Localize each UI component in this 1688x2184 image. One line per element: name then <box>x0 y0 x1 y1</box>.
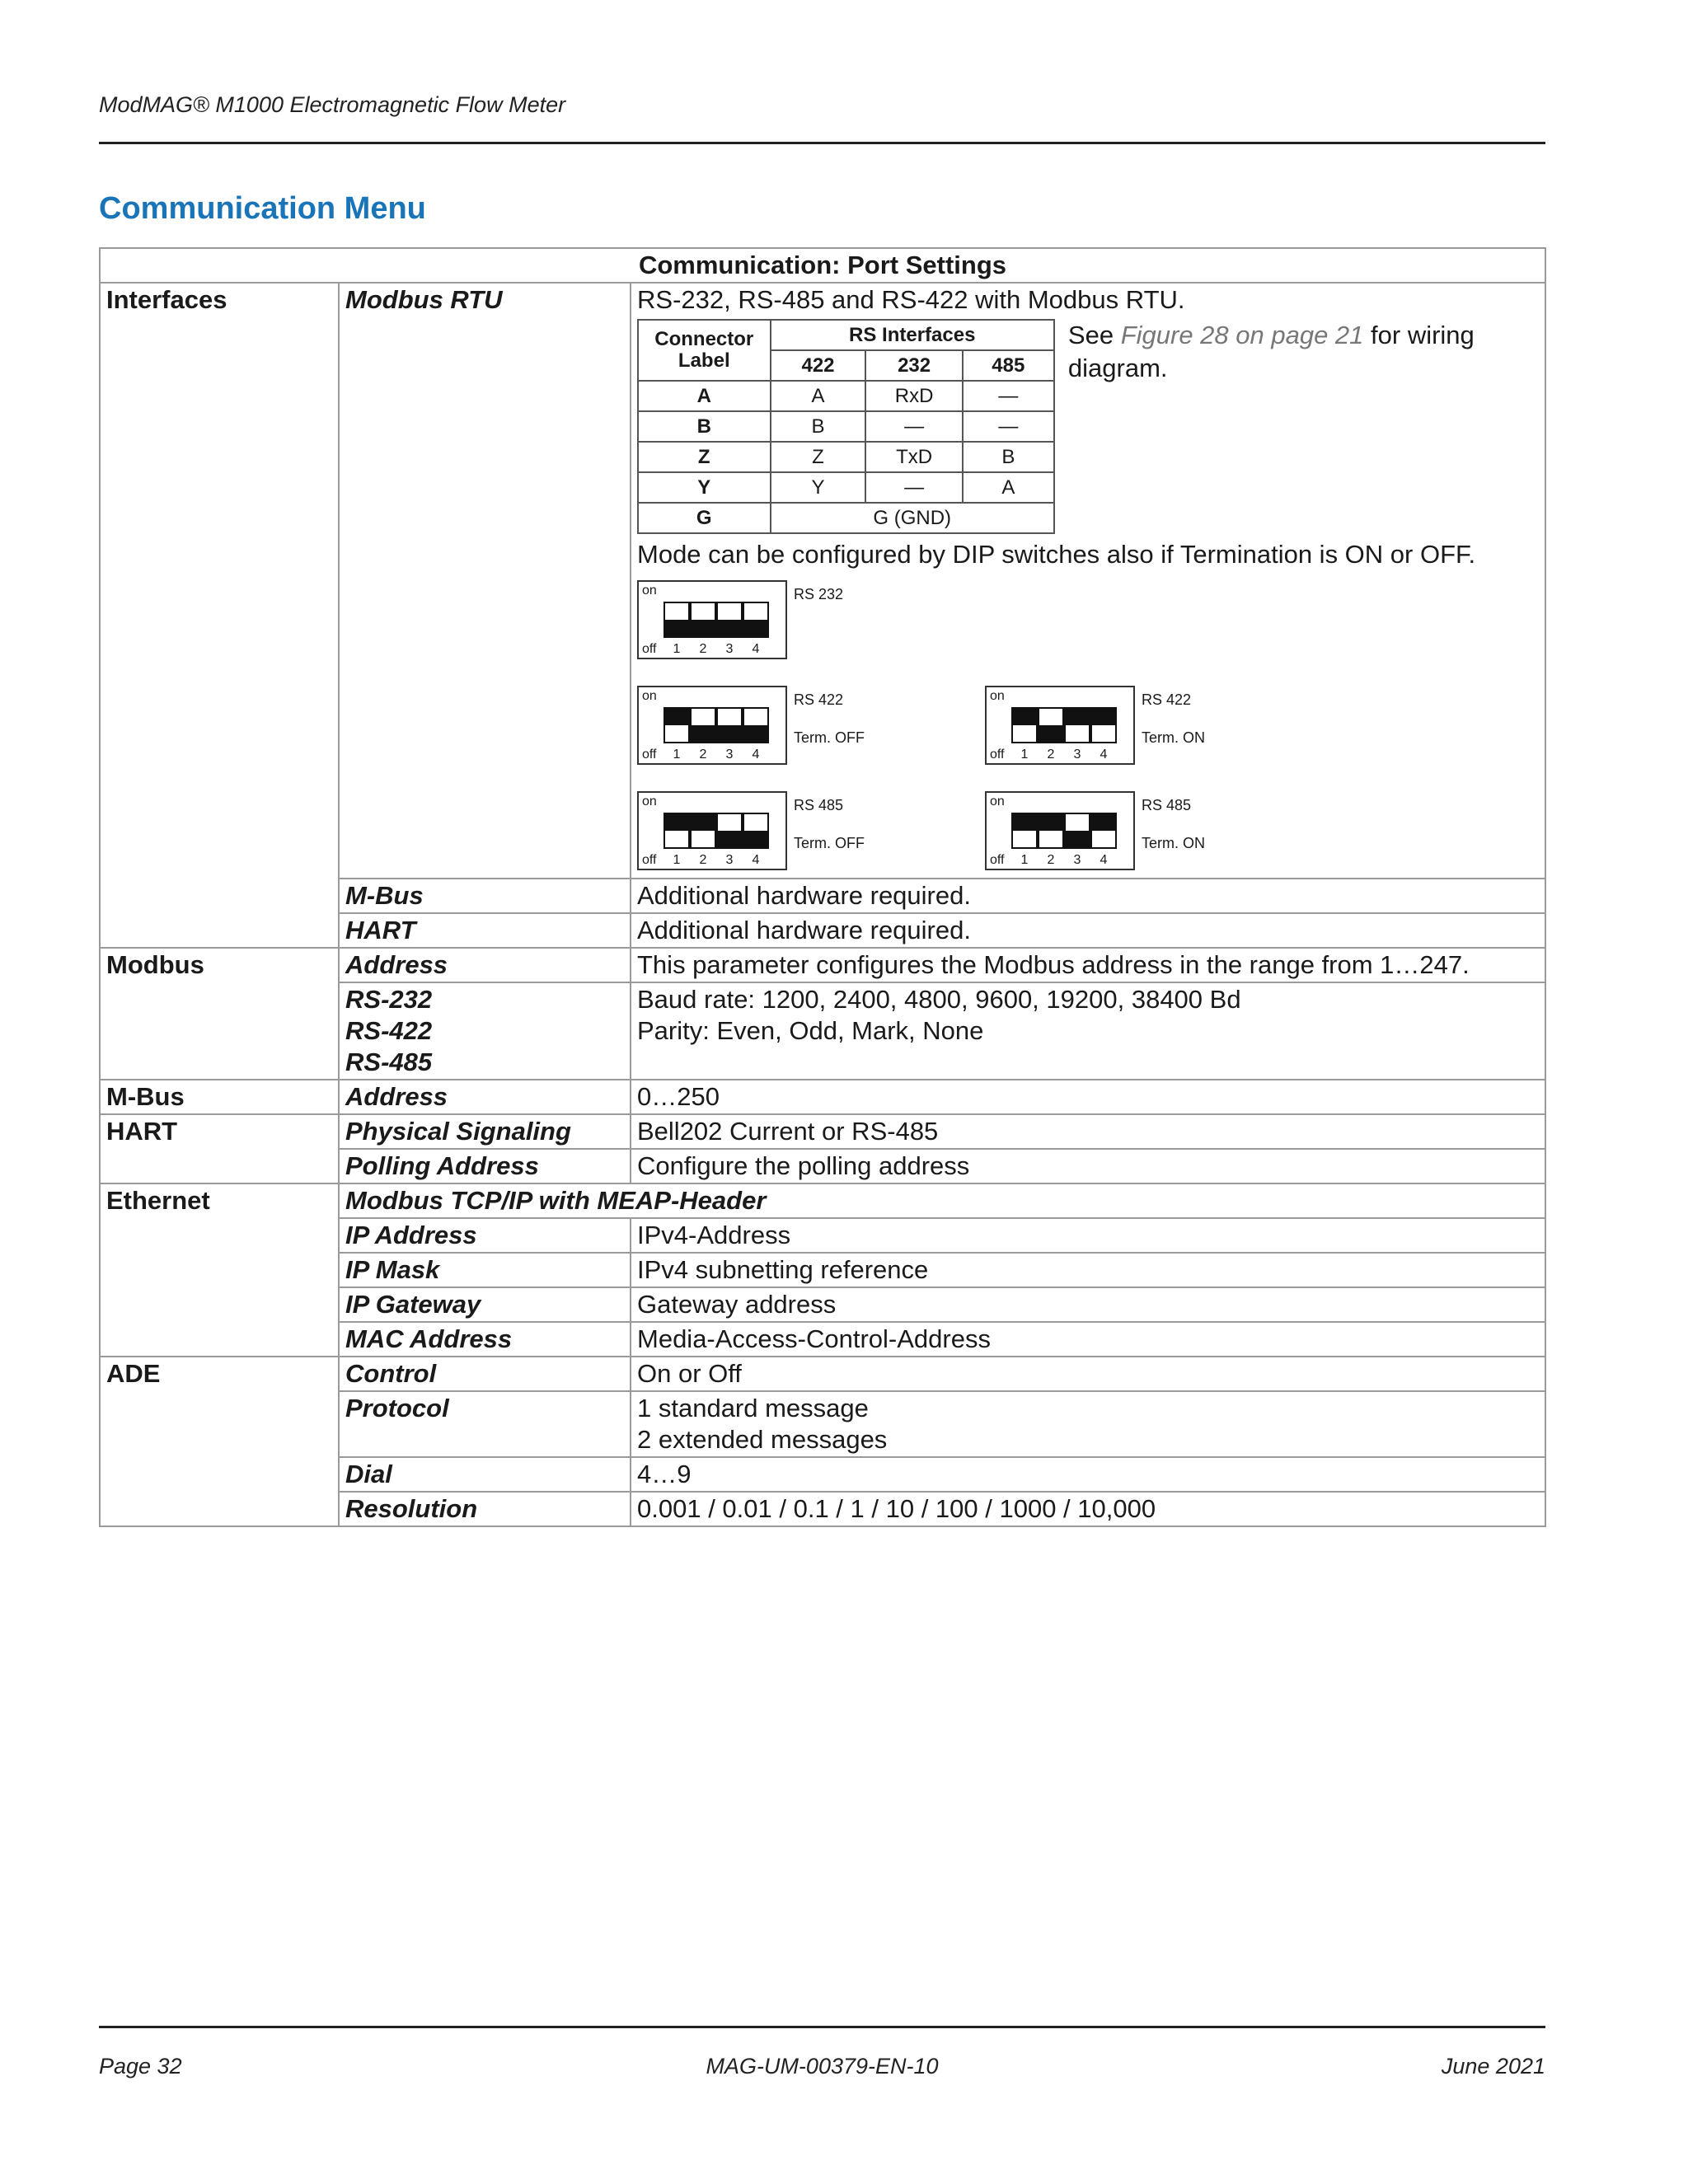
connector-label: A <box>638 381 771 411</box>
row-label-polling-address: Polling Address <box>339 1149 631 1183</box>
parity: Parity: Even, Odd, Mark, None <box>637 1016 984 1045</box>
see-prefix: See <box>1067 321 1121 349</box>
table-row <box>100 1218 1545 1253</box>
table-row <box>100 1457 1545 1492</box>
footer-date: June 2021 <box>1441 2054 1545 2079</box>
dip-switch-3-up <box>1064 707 1090 743</box>
cell-232: TxD <box>865 442 962 472</box>
rs-485-label: RS-485 <box>345 1047 433 1076</box>
dip-switch-4-down <box>743 707 769 743</box>
dip-switch-number: 4 <box>1100 748 1108 762</box>
ethernet-heading: Modbus TCP/IP with MEAP-Header <box>339 1183 1545 1218</box>
footer-rule <box>99 2026 1545 2028</box>
connector-label: Z <box>638 442 771 472</box>
dip-interface-label: RS 422 <box>1142 691 1192 708</box>
dip-switch-diagram <box>637 579 893 664</box>
dip-switch-3-down <box>1064 813 1090 849</box>
dip-switch-2-down <box>690 602 716 638</box>
dip-interface-label: RS 232 <box>794 586 844 602</box>
group-ade: ADE <box>100 1357 339 1391</box>
dip-row-2 <box>637 684 1539 770</box>
row-label-physical-signaling: Physical Signaling <box>339 1114 631 1149</box>
section-title: Communication Menu <box>99 191 426 226</box>
dip-switch-number: 3 <box>725 853 734 867</box>
cell-485: — <box>963 411 1054 442</box>
cell-422: B <box>771 411 866 442</box>
communication-settings-table <box>99 247 1546 1527</box>
dip-on-label: on <box>642 689 657 703</box>
row-label-ip-address: IP Address <box>339 1218 631 1253</box>
dip-switch-number: 1 <box>673 642 681 656</box>
group-ethernet: Ethernet <box>100 1183 339 1218</box>
row-value-hart: Additional hardware required. <box>631 913 1545 948</box>
dip-termination-label: Term. OFF <box>794 835 865 851</box>
group-interfaces: Interfaces <box>100 283 339 879</box>
row-label-dial: Dial <box>339 1457 631 1492</box>
row-label-rs-interfaces <box>339 982 631 1080</box>
dip-switch-diagram <box>637 684 893 770</box>
table-row <box>100 1149 1545 1183</box>
dip-switch-4-up <box>1090 813 1117 849</box>
rs-interfaces-header: RS Interfaces <box>771 320 1054 350</box>
dip-switch-3-down <box>716 602 743 638</box>
row-value-mbus-address: 0…250 <box>631 1080 1545 1114</box>
dip-switch-number: 3 <box>1073 853 1081 867</box>
table-row <box>100 1357 1545 1391</box>
dip-switch-number: 1 <box>1020 853 1029 867</box>
dip-switch-1-up <box>663 707 690 743</box>
dip-switch-4-down <box>743 813 769 849</box>
row-value-mbus: Additional hardware required. <box>631 879 1545 913</box>
dip-off-label: off <box>642 642 657 656</box>
cell-485: A <box>963 472 1054 503</box>
dip-switch-diagram <box>985 790 1240 875</box>
dip-switch-2-up <box>690 813 716 849</box>
row-value-dial: 4…9 <box>631 1457 1545 1492</box>
dip-interface-label: RS 485 <box>794 797 844 813</box>
mode-note: Mode can be configured by DIP switches also if Termination is ON or OFF. <box>637 540 1476 569</box>
rs-232-label: RS-232 <box>345 985 433 1014</box>
row-value-ip-mask: IPv4 subnetting reference <box>631 1253 1545 1287</box>
row-label-mac-address: MAC Address <box>339 1322 631 1357</box>
dip-switch-3-down <box>716 813 743 849</box>
dip-switch-box <box>985 791 1135 870</box>
footer-doc-id: MAG-UM-00379-EN-10 <box>706 2054 939 2079</box>
dip-switch-number: 1 <box>1020 748 1029 762</box>
row-value-rs <box>631 982 1545 1080</box>
cell-485: B <box>963 442 1054 472</box>
row-value-polling-address: Configure the polling address <box>631 1149 1545 1183</box>
dip-switch-1-down <box>663 602 690 638</box>
col-header-485: 485 <box>963 350 1054 381</box>
row-label-control: Control <box>339 1357 631 1391</box>
table-row <box>100 1183 1545 1218</box>
dip-switch-2-up <box>1038 813 1064 849</box>
table-row <box>100 1322 1545 1357</box>
dip-off-label: off <box>642 853 657 867</box>
row-label-modbus-rtu: Modbus RTU <box>339 283 631 879</box>
protocol-line-1: 1 standard message <box>637 1394 869 1422</box>
dip-switch-2-down <box>690 707 716 743</box>
cell-gnd: G (GND) <box>771 503 1054 533</box>
dip-switch-number: 1 <box>673 748 681 762</box>
table-row <box>100 1114 1545 1149</box>
dip-switch-1-up <box>663 813 690 849</box>
modbus-rtu-cell <box>631 283 1545 879</box>
dip-switch-number: 1 <box>673 853 681 867</box>
dip-interface-label: RS 485 <box>1142 797 1192 813</box>
col-header-422: 422 <box>771 350 866 381</box>
dip-switch-box <box>637 791 787 870</box>
dip-switch-number: 4 <box>752 748 760 762</box>
table-row <box>100 283 1545 879</box>
connector-label: G <box>638 503 771 533</box>
dip-on-label: on <box>990 794 1005 808</box>
table-row <box>100 1287 1545 1322</box>
cell-422: Y <box>771 472 866 503</box>
row-value-protocol <box>631 1391 1545 1457</box>
dip-switch-2-down <box>1038 707 1064 743</box>
cell-422: Z <box>771 442 866 472</box>
dip-switch-4-up <box>1090 707 1117 743</box>
table-title: Communication: Port Settings <box>100 248 1545 283</box>
dip-switch-number: 2 <box>699 853 707 867</box>
cell-232: — <box>865 472 962 503</box>
dip-switch-box <box>985 686 1135 765</box>
table-row <box>638 503 1054 533</box>
connector-label: Y <box>638 472 771 503</box>
table-row <box>638 472 1054 503</box>
dip-switch-box <box>637 580 787 659</box>
dip-switch-3-down <box>716 707 743 743</box>
dip-switch-number: 2 <box>1047 748 1055 762</box>
dip-row-3 <box>637 790 1539 875</box>
dip-switch-number: 3 <box>725 748 734 762</box>
cell-232: — <box>865 411 962 442</box>
dip-switch-number: 4 <box>1100 853 1108 867</box>
baud-rate: Baud rate: 1200, 2400, 4800, 9600, 19200, 38400 Bd <box>637 985 1241 1014</box>
table-row <box>638 442 1054 472</box>
cell-232: RxD <box>865 381 962 411</box>
table-row <box>100 1253 1545 1287</box>
dip-termination-label: Term. OFF <box>794 729 865 746</box>
dip-switch-number: 2 <box>699 642 707 656</box>
row-label-mbus: M-Bus <box>339 879 631 913</box>
dip-on-label: on <box>990 689 1005 703</box>
page-header-title: ModMAG® M1000 Electromagnetic Flow Meter <box>99 92 566 117</box>
dip-off-label: off <box>642 748 657 762</box>
dip-switch-number: 2 <box>699 748 707 762</box>
row-label-ip-mask: IP Mask <box>339 1253 631 1287</box>
dip-off-label: off <box>990 748 1005 762</box>
dip-switch-diagram <box>637 790 893 875</box>
row-label-mbus-address: Address <box>339 1080 631 1114</box>
table-row <box>638 411 1054 442</box>
see-figure-note <box>1068 319 1539 385</box>
dip-switch-diagram <box>985 684 1240 770</box>
row-label-address: Address <box>339 948 631 982</box>
table-row <box>100 913 1545 948</box>
row-value-resolution: 0.001 / 0.01 / 0.1 / 1 / 10 / 100 / 1000 / 10,000 <box>631 1492 1545 1526</box>
row-value-control: On or Off <box>631 1357 1545 1391</box>
table-row <box>100 948 1545 982</box>
see-suffix: for wiring diagram. <box>1067 321 1475 382</box>
col-header-232: 232 <box>865 350 962 381</box>
footer-page-number: Page 32 <box>99 2054 182 2079</box>
row-value-address: This parameter configures the Modbus address in the range from 1…247. <box>631 948 1545 982</box>
dip-termination-label: Term. ON <box>1142 729 1206 746</box>
row-value-physical-signaling: Bell202 Current or RS-485 <box>631 1114 1545 1149</box>
table-row <box>100 1391 1545 1457</box>
dip-on-label: on <box>642 583 657 598</box>
table-row <box>638 381 1054 411</box>
dip-interface-label: RS 422 <box>794 691 844 708</box>
dip-switch-number: 4 <box>752 642 760 656</box>
row-value-ip-address: IPv4-Address <box>631 1218 1545 1253</box>
dip-switch-number: 3 <box>1073 748 1081 762</box>
header-rule <box>99 142 1545 144</box>
row-label-resolution: Resolution <box>339 1492 631 1526</box>
dip-switch-number: 3 <box>725 642 734 656</box>
group-mbus: M-Bus <box>100 1080 339 1114</box>
figure-link[interactable]: Figure 28 on page 21 <box>1120 321 1364 349</box>
group-modbus: Modbus <box>100 948 339 982</box>
row-label-protocol: Protocol <box>339 1391 631 1457</box>
row-value-ip-gateway: Gateway address <box>631 1287 1545 1322</box>
modbus-rtu-description: RS-232, RS-485 and RS-422 with Modbus RTU. <box>637 285 1185 314</box>
dip-switch-4-down <box>743 602 769 638</box>
cell-485: — <box>963 381 1054 411</box>
table-row <box>100 879 1545 913</box>
dip-on-label: on <box>642 794 657 808</box>
table-row <box>100 982 1545 1080</box>
group-hart: HART <box>100 1114 339 1149</box>
cell-422: A <box>771 381 866 411</box>
connector-label-header: Connector Label <box>638 320 771 381</box>
row-label-ip-gateway: IP Gateway <box>339 1287 631 1322</box>
connector-label: B <box>638 411 771 442</box>
row-label-hart: HART <box>339 913 631 948</box>
dip-off-label: off <box>990 853 1005 867</box>
rs-422-label: RS-422 <box>345 1016 433 1045</box>
connector-table <box>637 319 1055 534</box>
connector-block <box>637 319 1539 534</box>
table-row <box>100 1492 1545 1526</box>
dip-switch-number: 4 <box>752 853 760 867</box>
protocol-line-2: 2 extended messages <box>637 1425 888 1454</box>
dip-switch-1-up <box>1011 813 1038 849</box>
dip-row-1 <box>637 579 1539 664</box>
dip-switch-number: 2 <box>1047 853 1055 867</box>
dip-switch-1-up <box>1011 707 1038 743</box>
dip-switch-box <box>637 686 787 765</box>
table-row <box>100 1080 1545 1114</box>
row-value-mac-address: Media-Access-Control-Address <box>631 1322 1545 1357</box>
dip-termination-label: Term. ON <box>1142 835 1206 851</box>
